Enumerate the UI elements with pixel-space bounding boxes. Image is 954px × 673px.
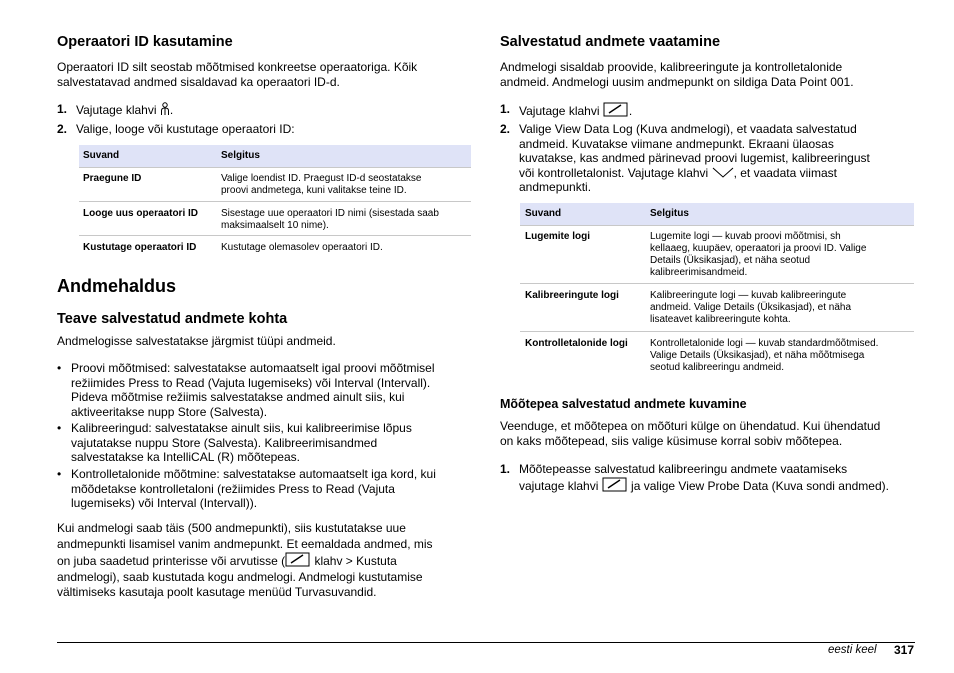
operator-id-intro: Operaatori ID silt seostab mõõtmised konkreetse operaatoriga. Kõik salvestatavad andmed sisaldavad ka operaatori ID-d. [57,60,418,89]
page-number: 317 [894,643,915,657]
probe-data-heading: Mõõtepea salvestatud andmete kuvamine [500,397,747,411]
probe-data-intro: Veenduge, et mõõtepea on mõõturi külge on ühendatud. Kui ühendatud on kaks mõõtepead, siis valige küsimuse korral sobiv mõõtepea. [500,419,881,448]
row-divider [79,167,471,168]
row-divider [520,225,914,226]
footer-language: eesti keel [828,644,877,656]
data-log-key-icon [602,477,628,492]
view-stored-data-heading: Salvestatud andmete vaatamine [500,34,721,50]
about-stored-data-heading: Teave salvestatud andmete kohta [57,311,288,327]
data-log-key-icon [285,552,311,567]
data-management-heading: Andmehaldus [57,276,177,296]
down-arrow-key-icon [712,167,734,179]
data-log-full-paragraph: Kui andmelogi saab täis (500 andmepunkti), siis kustutatakse uue andmepunkti lisamisel vanim andmepunkt. Et eemaldada andmed, mis on juba saadetud printerisse või arvutisse ( klahv > Kustuta andmelogi), saab kustutada kogu andmelogi. Andmelogi kustutamise vältimiseks kasutaja poolt kasutage menüüd Turvasuvandid. [57,521,433,599]
table-header: Suvand Selgitus [79,145,471,167]
footer-rule [57,642,915,643]
row-divider [520,331,914,332]
view-stored-data-intro: Andmelogi sisaldab proovide, kalibreeringute ja kontrolletalonide andmeid. Andmelogi uusim andmepunkt on sildiga Data Point 001. [500,60,854,89]
table-header: Suvand Selgitus [520,203,914,225]
operator-icon [160,102,170,116]
about-stored-data-intro: Andmelogisse salvestatakse järgmist tüüpi andmeid. [57,334,336,348]
row-divider [79,235,471,236]
row-divider [79,201,471,202]
data-log-key-icon [603,102,629,117]
row-divider [520,283,914,284]
operator-id-heading: Operaatori ID kasutamine [57,34,233,50]
